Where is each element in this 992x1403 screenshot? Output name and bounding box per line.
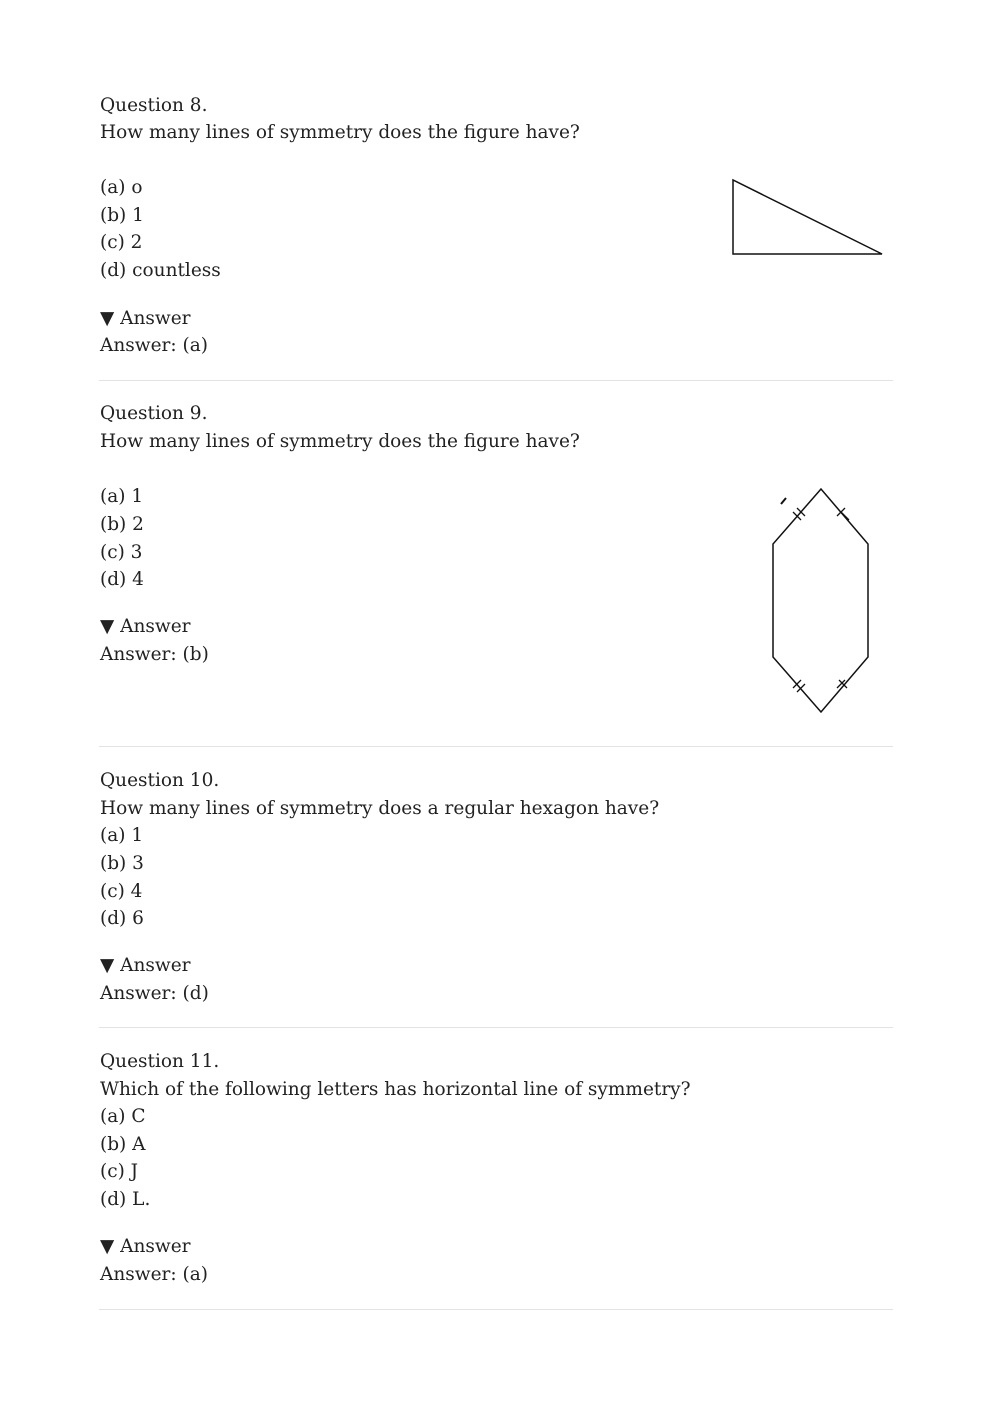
- question-text: How many lines of symmetry does the figure have?: [100, 122, 580, 143]
- divider: [99, 1027, 893, 1028]
- option: (a) C: [100, 1106, 146, 1127]
- question-text: How many lines of symmetry does the figure have?: [100, 431, 580, 452]
- option: (d) 6: [100, 908, 144, 929]
- answer-text: Answer: (a): [100, 335, 208, 356]
- option: (c) 2: [100, 232, 143, 253]
- option: (b) 2: [100, 514, 144, 535]
- question-text: Which of the following letters has horizontal line of symmetry?: [100, 1079, 691, 1100]
- option: (c) 4: [100, 881, 143, 902]
- option: (a) 1: [100, 825, 144, 846]
- option: (b) 3: [100, 853, 144, 874]
- answer-text: Answer: (a): [100, 1264, 208, 1285]
- question-title: Question 10.: [100, 770, 220, 791]
- option: (a) o: [100, 177, 143, 198]
- option: (b) 1: [100, 205, 144, 226]
- answer-toggle[interactable]: ▼ Answer: [100, 308, 191, 329]
- answer-text: Answer: (d): [100, 983, 209, 1004]
- divider: [99, 380, 893, 381]
- hexagon-figure: [773, 489, 868, 712]
- option: (c) 3: [100, 542, 143, 563]
- option: (c) J: [100, 1161, 139, 1182]
- question-title: Question 11.: [100, 1051, 220, 1072]
- answer-toggle[interactable]: ▼ Answer: [100, 616, 191, 637]
- question-title: Question 9.: [100, 403, 208, 424]
- option: (d) countless: [100, 260, 221, 281]
- option: (a) 1: [100, 486, 144, 507]
- option: (d) 4: [100, 569, 144, 590]
- question-title: Question 8.: [100, 95, 208, 116]
- answer-toggle[interactable]: ▼ Answer: [100, 955, 191, 976]
- answer-toggle[interactable]: ▼ Answer: [100, 1236, 191, 1257]
- divider: [99, 746, 893, 747]
- question-text: How many lines of symmetry does a regular hexagon have?: [100, 798, 660, 819]
- option: (d) L.: [100, 1189, 151, 1210]
- answer-text: Answer: (b): [100, 644, 209, 665]
- option: (b) A: [100, 1134, 146, 1155]
- divider: [99, 1309, 893, 1310]
- right-triangle-figure: [733, 180, 882, 254]
